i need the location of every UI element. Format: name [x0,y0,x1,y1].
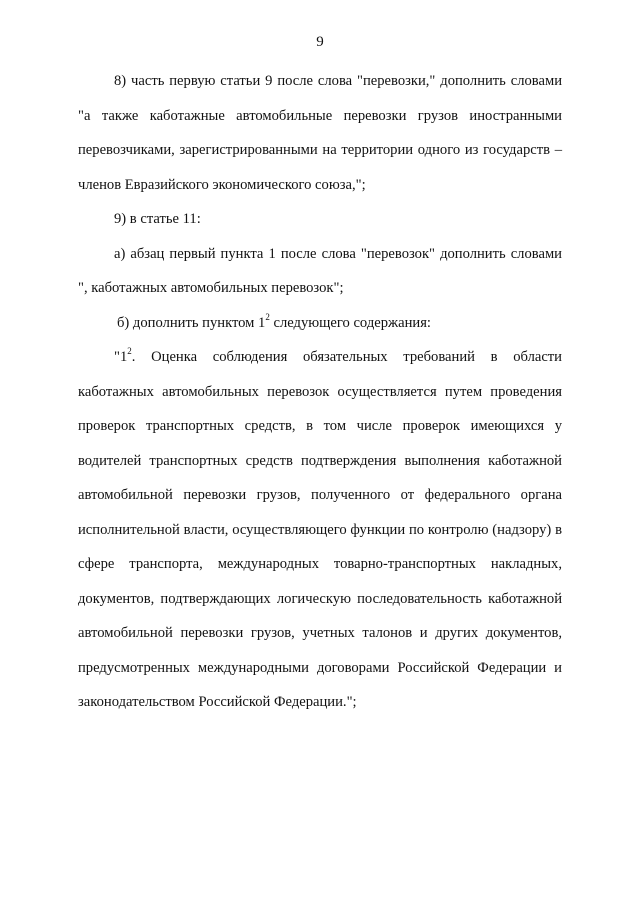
paragraph-quote [78,340,562,720]
quote-text: . Оценка соблюдения обязательных требований в области каботажных автомобильных перевозок осуществляется путем проведения проверок транспортных средств, в том числе проверок имеющихся у водителей транспортных средств подтверждения выполнения каботажной автомобильной перевозки грузов, полученного от федерального органа исполнительной власти, осуществляющего функции по контролю (надзору) в сфере транспорта, международных товарно-транспортных накладных, документов, подтверждающих логическую последовательность каботажной автомобильной перевозки грузов, учетных талонов и других документов, предусмотренных международными договорами Российской Федерации и законодательством Российской Федерации."; [78,349,562,710]
quote-prefix: "1 [114,349,128,365]
paragraph-item-9b [78,306,562,341]
paragraph-item-9b-text: б) дополнить пунктом 1 [117,314,266,331]
paragraph-item-9b-tail: следующего содержания: [269,314,431,331]
page-number: 9 [316,34,324,50]
superscript-2: 2 [265,311,270,322]
paragraph-item-9: 9) в статье 11: [114,211,201,227]
paragraph-item-9a: а) абзац первый пункта 1 после слова "перевозок" дополнить словами ", каботажных автомобильных перевозок"; [78,245,562,296]
superscript-2: 2 [127,346,132,356]
document-body [78,64,562,720]
paragraph-item-8: 8) часть первую статьи 9 после слова "перевозки," дополнить словами "а также каботажные автомобильные перевозки грузов иностранными перевозчиками, зарегистрированными на территории одного из государств – членов Евразийского экономического союза,"; [78,73,562,193]
